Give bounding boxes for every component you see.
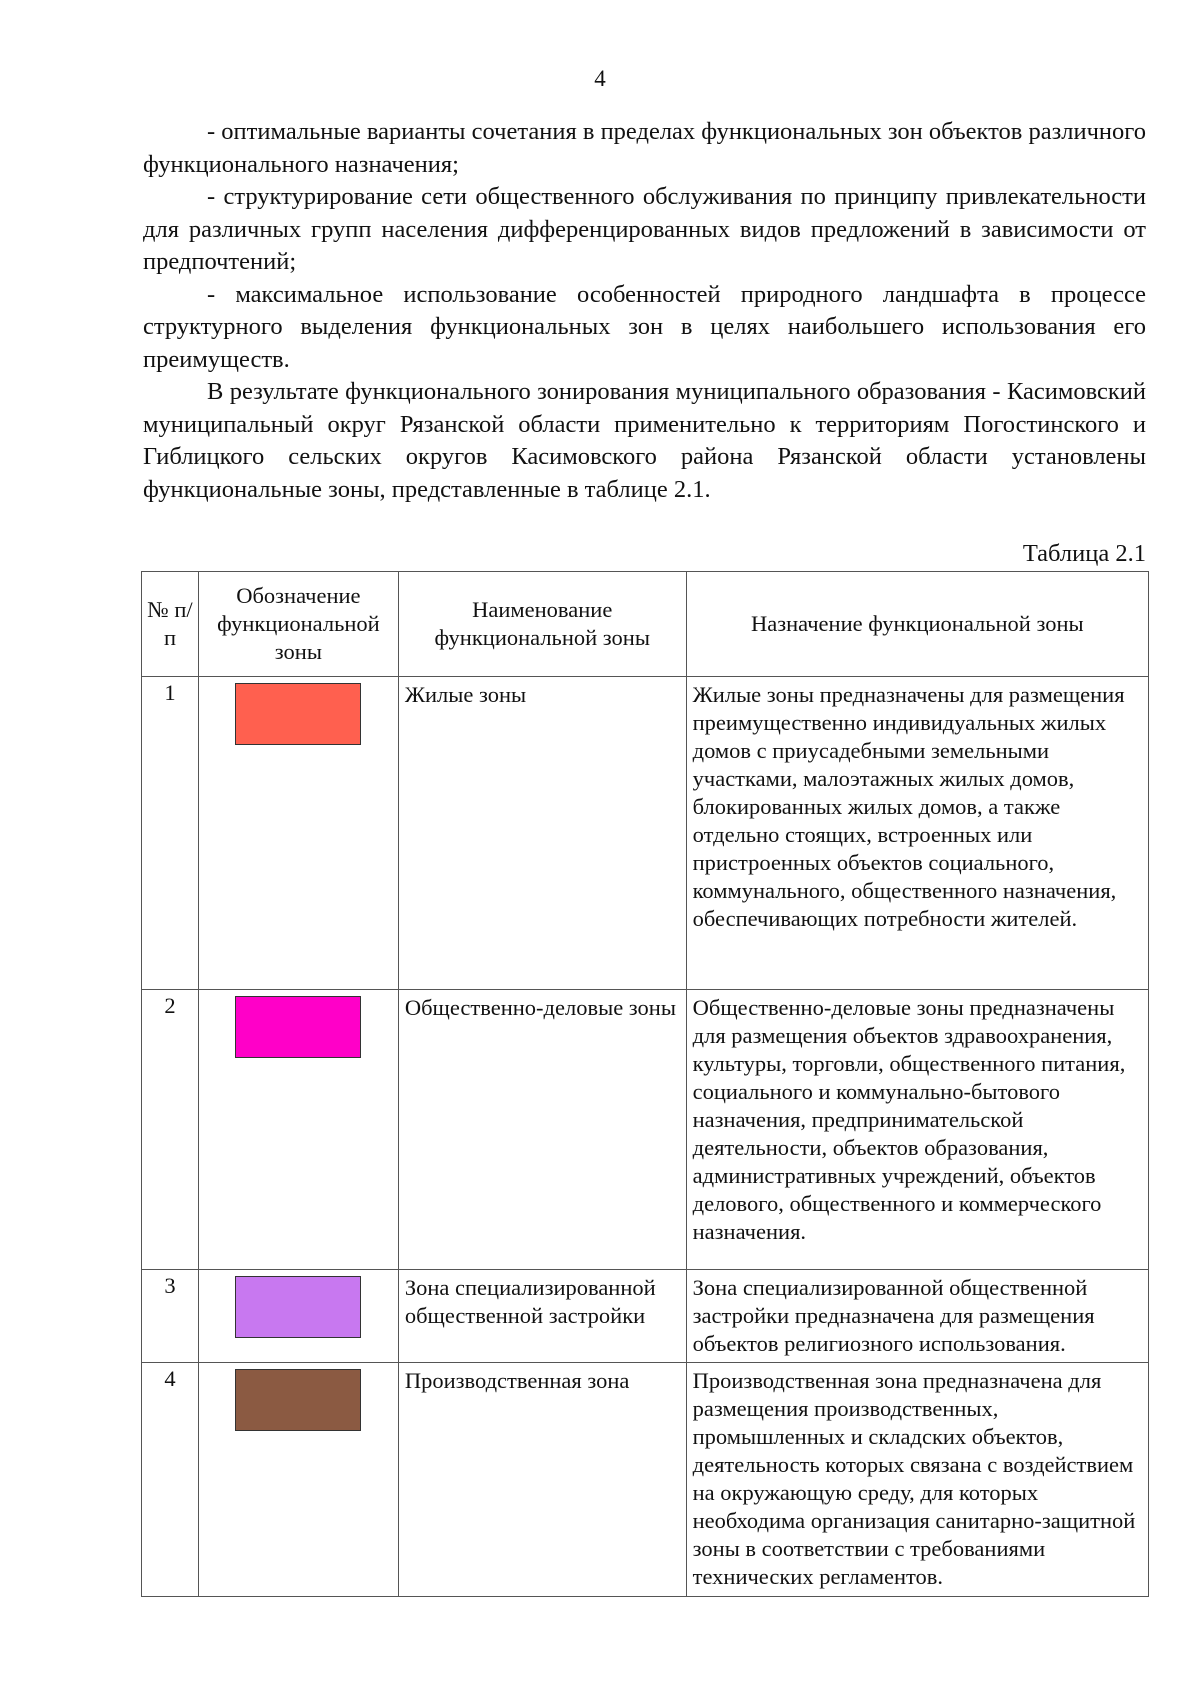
zone-name: Общественно-деловые зоны (398, 990, 686, 1270)
header-designation: Обозначение функциональной зоны (198, 572, 398, 677)
designation-cell (198, 990, 398, 1270)
row-number: 2 (142, 990, 199, 1270)
zone-name: Производственная зона (398, 1363, 686, 1597)
designation-cell (198, 1270, 398, 1363)
page-number: 4 (594, 66, 606, 91)
header-purpose: Назначение функциональной зоны (686, 572, 1148, 677)
zone-color-swatch (235, 683, 361, 745)
zone-color-swatch (235, 1369, 361, 1431)
table-row (142, 677, 1149, 990)
header-name: Наименование функциональной зоны (398, 572, 686, 677)
zone-name: Жилые зоны (398, 677, 686, 990)
table-row (142, 1270, 1149, 1363)
zone-description: Производственная зона предназначена для размещения производственных, промышленных и складских объектов, деятельность которых связана с воздействием на окружающую среду, для которых необходима организация санитарно-защитной зоны в соответствии с требованиями технических регламентов. (686, 1363, 1148, 1597)
header-num: № п/п (142, 572, 199, 677)
paragraph: - оптимальные варианты сочетания в пределах функциональных зон объектов различного функционального назначения; (143, 118, 1146, 178)
row-number: 4 (142, 1363, 199, 1597)
body-text (143, 116, 1146, 506)
zone-description: Общественно-деловые зоны предназначены для размещения объектов здравоохранения, культуры, торговли, общественного питания, социального и коммунально-бытового назначения, предпринимательской деятельности, объектов образования, административных учреждений, объектов делового, общественного и коммерческого назначения. (686, 990, 1148, 1270)
row-number: 3 (142, 1270, 199, 1363)
zone-color-swatch (235, 996, 361, 1058)
zone-name: Зона специализированной общественной застройки (398, 1270, 686, 1363)
zone-description: Зона специализированной общественной застройки предназначена для размещения объектов религиозного использования. (686, 1270, 1148, 1363)
zones-table (141, 571, 1149, 1597)
paragraph: - максимальное использование особенностей природного ландшафта в процессе структурного выделения функциональных зон в целях наибольшего использования его преимуществ. (143, 280, 1146, 373)
table-caption: Таблица 2.1 (1022, 540, 1146, 567)
table-row (142, 990, 1149, 1270)
designation-cell (198, 677, 398, 990)
designation-cell (198, 1363, 398, 1597)
table-row (142, 1363, 1149, 1597)
zone-color-swatch (235, 1276, 361, 1338)
table-header-row (142, 572, 1149, 677)
paragraph: В результате функционального зонирования муниципального образования - Касимовский муниципальный округ Рязанской области применительно к территориям Погостинского и Гиблицкого сельских округов Касимовского района Рязанской области установлены функциональные зоны, представленные в таблице 2.1. (143, 378, 1146, 503)
zone-description: Жилые зоны предназначены для размещения преимущественно индивидуальных жилых домов с приусадебными земельными участками, малоэтажных жилых домов, блокированных жилых домов, а также отдельно стоящих, встроенных или пристроенных объектов социального, коммунального, общественного назначения, обеспечивающих потребности жителей. (686, 677, 1148, 990)
row-number: 1 (142, 677, 199, 990)
paragraph: - структурирование сети общественного обслуживания по принципу привлекательности для различных групп населения дифференцированных видов предложений в зависимости от предпочтений; (143, 183, 1146, 275)
